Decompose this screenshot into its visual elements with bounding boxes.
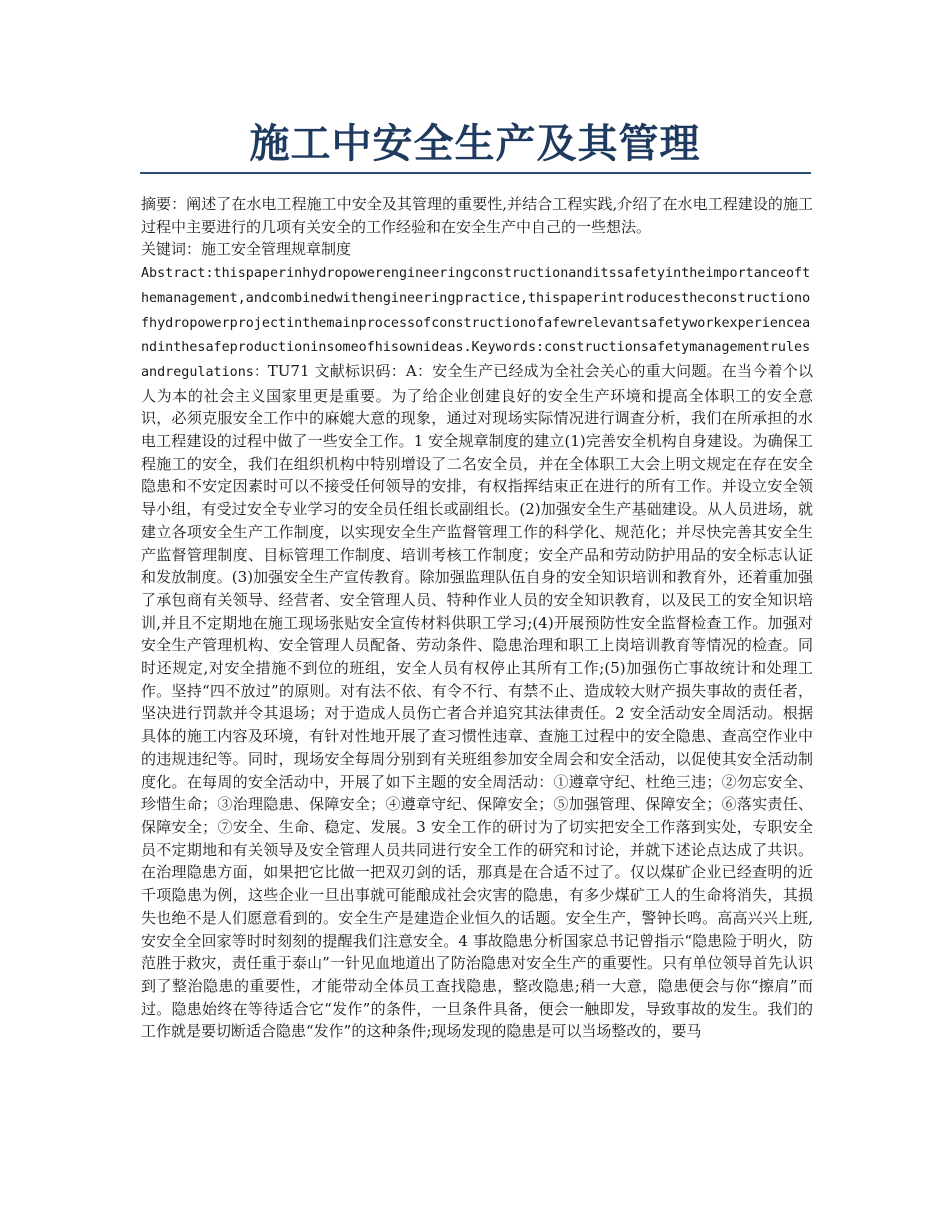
abstract-chinese: 摘要：阐述了在水电工程施工中安全及其管理的重要性,并结合工程实践,介绍了在水电工程建设的施工过程中主要进行的几项有关安全的工作经验和在安全生产中自己的一些想法。	[141, 195, 813, 236]
main-text: TU71 文献标识码：A：安全生产已经成为全社会关心的重大问题。在当今着个以人为本的社会主义国家里更是重要。为了给企业创建良好的安全生产环境和提高全体职工的安全意识，必须克服安全工作中的麻媲大意的现象，通过对现场实际情况进行调查分析，我们在所承担的水电工程建设的过程中做了一些安全工作。1 安全规章制度的建立(1)完善安全机构自身建设。为确保工程施工的安全，我们在组织机构中特别增设了二名安全员，并在全体职工大会上明文规定在存在安全隐患和不安定因素时可以不接受任何领导的安排，有权指挥结束正在进行的所有工作。并设立安全领导小组，有受过安全专业学习的安全员任组长或副组长。(2)加强安全生产基础建设。从人员进场，就建立各项安全生产工作制度，以实现安全生产监督管理工作的科学化、规范化；并尽快完善其安全生产监督管理制度、目标管理工作制度、培训考核工作制度；安全产品和劳动防护用品的安全标志认证和发放制度。(3)加强安全生产宣传教育。除加强监理队伍自身的安全知识培训和教育外，还着重加强了承包商有关领导、经营者、安全管理人员、特种作业人员的安全知识教育，以及民工的安全知识培训,并且不定期地在施工现场张贴安全宣传材料供职工学习;(4)开展预防性安全监督检查工作。加强对安全生产管理机构、安全管理人员配备、劳动条件、隐患治理和职工上岗培训教育等情况的检查。同时还规定,对安全措施不到位的班组，安全人员有权停止其所有工作;(5)加强伤亡事故统计和处理工作。坚持“四不放过”的原则。对有法不依、有令不行、有禁不止、造成较大财产损失事故的责任者，坚决进行罚款并令其退场；对于造成人员伤亡者合并追究其法律责任。2 安全活动安全周活动。根据具体的施工内容及环境，有针对性地开展了查习惯性违章、查施工过程中的安全隐患、查高空作业中的违规违纪等。同时，现场安全每周分别到有关班组参加安全周会和安全活动，以促使其安全活动制度化。在每周的安全活动中，开展了如下主题的安全周活动：①遵章守纪、杜绝三违；②勿忘安全、珍惜生命；③治理隐患、保障安全；④遵章守纪、保障安全；⑤加强管理、保障安全；⑥落实责任、保障安全；⑦安全、生命、稳定、发展。3 安全工作的研讨为了切实把安全工作落到实处，专职安全员不定期地和有关领导及安全管理人员共同进行安全工作的研究和讨论，并就下述论点达成了共识。在治理隐患方面，如果把它比做一把双刃剑的话，那真是在合适不过了。仅以煤矿企业已经查明的近千项隐患为例，这些企业一旦出事就可能酿成社会灾害的隐患，有多少煤矿工人的生命将消失，其损失也绝不是人们愿意看到的。安全生产是建造企业恒久的话题。安全生产，警钟长鸣。高高兴兴上班,安安全全回家等时时刻刻的提醒我们注意安全。4 事故隐患分析国家总书记曾指示“隐患险于明火，防范胜于救灾，责任重于泰山”一针见血地道出了防治隐患对安全生产的重要性。只有单位领导首先认识到了整治隐患的重要性，才能带动全体员工查找隐患，整改隐患;稍一大意，隐患便会与你“擦肩”而过。隐患始终在等待适合它“发作”的条件，一旦条件具备，便会一触即发，导致事故的发生。我们的工作就是要切断适合隐患“发作”的这种条件;现场发现的隐患是可以当场整改的，要马	[141, 361, 813, 1041]
abstract-english: Abstract:thispaperinhydropowerengineeringconstructionanditssafetyintheimportanceofthemanagement,andcombinedwithengineeringpractice,thispaperintroducestheconstructionofhydropowerprojectinthemainprocessofconstructionofafewrelevantsafetyworkexperienceandinthesafeproductioninsomeofhisownideas.Keywords:constructionsafetymanagementrulesandregulations：	[141, 266, 811, 380]
title-divider	[140, 172, 811, 174]
body-paragraph	[141, 261, 813, 1043]
page-title: 施工中安全生产及其管理	[249, 121, 701, 167]
keywords-chinese: 关键词：施工安全管理规章制度	[141, 240, 352, 259]
document-body	[141, 193, 813, 1043]
